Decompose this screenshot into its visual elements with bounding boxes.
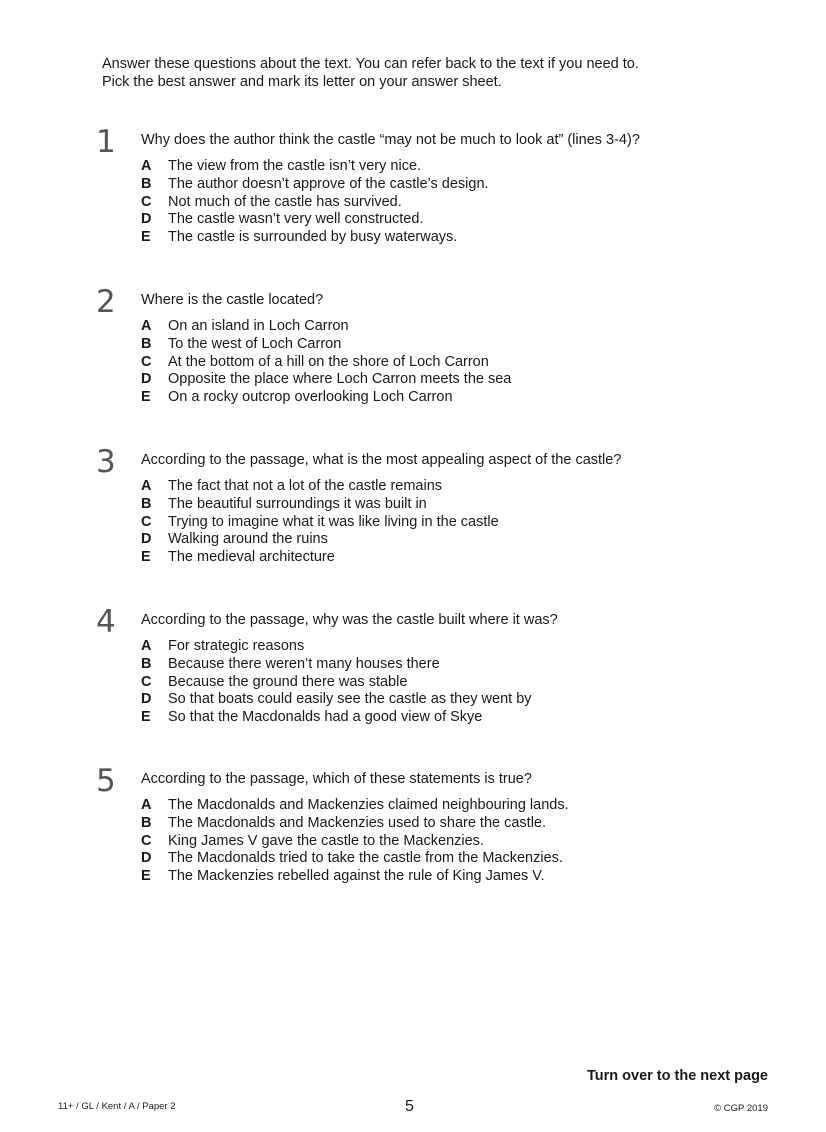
option-letter: E: [141, 389, 151, 406]
answer-option-b: [141, 814, 569, 832]
answer-option-d: [141, 210, 489, 228]
answer-option-e: [141, 228, 489, 246]
answer-option-b: [141, 335, 511, 353]
option-text: Walking around the ruins: [168, 531, 328, 548]
answer-option-a: [141, 796, 569, 814]
option-letter: B: [141, 655, 152, 672]
option-letter: B: [141, 175, 152, 192]
option-letter: E: [141, 709, 151, 726]
answer-options: [141, 796, 569, 885]
answer-options: [141, 317, 511, 406]
question-text: According to the passage, which of these statements is true?: [141, 771, 532, 787]
option-letter: E: [141, 549, 151, 566]
option-text: Opposite the place where Loch Carron meets the sea: [168, 371, 512, 388]
option-text: At the bottom of a hill on the shore of Loch Carron: [168, 353, 489, 370]
answer-option-c: [141, 353, 511, 371]
option-text: The Macdonalds and Mackenzies used to share the castle.: [168, 814, 547, 831]
instructions: [102, 55, 742, 91]
question-number: 4: [96, 604, 115, 640]
option-letter: B: [141, 814, 152, 831]
answer-option-d: [141, 849, 569, 867]
option-text: The castle is surrounded by busy waterways.: [168, 229, 458, 246]
answer-option-c: [141, 513, 499, 531]
question-text: According to the passage, why was the castle built where it was?: [141, 612, 558, 628]
option-letter: D: [141, 850, 152, 867]
option-letter: A: [141, 638, 152, 654]
option-letter: A: [141, 158, 152, 174]
answer-options: [141, 477, 499, 566]
option-text: The medieval architecture: [168, 549, 335, 566]
answer-option-e: [141, 867, 569, 885]
answer-option-e: [141, 708, 532, 726]
question-number: 3: [96, 444, 115, 480]
option-text: The castle wasn’t very well constructed.: [168, 211, 424, 228]
answer-option-b: [141, 175, 489, 193]
option-text: On an island in Loch Carron: [168, 318, 349, 334]
option-text: The beautiful surroundings it was built in: [168, 495, 427, 512]
question-text: Why does the author think the castle “may not be much to look at” (lines 3-4)?: [141, 132, 640, 148]
question-number: 5: [96, 763, 115, 799]
question-number: 2: [96, 284, 115, 320]
option-text: Not much of the castle has survived.: [168, 193, 402, 210]
answer-option-a: [141, 317, 511, 335]
option-text: So that boats could easily see the castle as they went by: [168, 691, 532, 708]
answer-option-c: [141, 193, 489, 211]
instructions-line-1: Answer these questions about the text. You can refer back to the text if you need to.: [102, 56, 639, 72]
option-text: The Macdonalds and Mackenzies claimed neighbouring lands.: [168, 797, 569, 813]
option-text: For strategic reasons: [168, 638, 305, 654]
answer-option-c: [141, 832, 569, 850]
option-letter: E: [141, 229, 151, 246]
instructions-line-2: Pick the best answer and mark its letter on your answer sheet.: [102, 74, 502, 90]
question-text: According to the passage, what is the most appealing aspect of the castle?: [141, 452, 622, 468]
option-text: To the west of Loch Carron: [168, 335, 342, 352]
option-letter: C: [141, 353, 152, 370]
option-letter: C: [141, 673, 152, 690]
option-text: So that the Macdonalds had a good view of Skye: [168, 709, 483, 726]
option-letter: D: [141, 531, 152, 548]
option-letter: B: [141, 335, 152, 352]
turn-over-notice: Turn over to the next page: [586, 1068, 768, 1084]
answer-option-b: [141, 495, 499, 513]
answer-option-d: [141, 690, 532, 708]
option-letter: A: [141, 318, 152, 334]
option-letter: C: [141, 193, 152, 210]
option-letter: C: [141, 832, 152, 849]
option-text: The Mackenzies rebelled against the rule of King James V.: [168, 868, 545, 885]
option-text: The author doesn’t approve of the castle’s design.: [168, 175, 489, 192]
answer-option-d: [141, 370, 511, 388]
option-text: Trying to imagine what it was like living in the castle: [168, 513, 499, 530]
copyright: © CGP 2019: [714, 1103, 768, 1114]
option-text: The Macdonalds tried to take the castle from the Mackenzies.: [168, 850, 563, 867]
question-text: Where is the castle located?: [141, 292, 324, 308]
option-letter: D: [141, 371, 152, 388]
option-letter: B: [141, 495, 152, 512]
page-number: 5: [405, 1098, 414, 1115]
option-text: King James V gave the castle to the Mackenzies.: [168, 832, 484, 849]
option-letter: C: [141, 513, 152, 530]
option-letter: A: [141, 797, 152, 813]
option-letter: D: [141, 691, 152, 708]
answer-option-b: [141, 655, 532, 673]
answer-option-a: [141, 477, 499, 495]
question-number: 1: [96, 124, 115, 160]
answer-option-d: [141, 530, 499, 548]
option-text: On a rocky outcrop overlooking Loch Carron: [168, 389, 453, 406]
answer-options: [141, 157, 489, 246]
paper-code: 11+ / GL / Kent / A / Paper 2: [58, 1101, 176, 1112]
answer-option-e: [141, 548, 499, 566]
option-letter: E: [141, 868, 151, 885]
option-text: Because the ground there was stable: [168, 673, 408, 690]
answer-option-a: [141, 637, 532, 655]
answer-option-e: [141, 388, 511, 406]
option-letter: A: [141, 478, 152, 494]
answer-option-a: [141, 157, 489, 175]
option-text: Because there weren’t many houses there: [168, 655, 440, 672]
option-text: The view from the castle isn’t very nice.: [168, 158, 422, 174]
option-text: The fact that not a lot of the castle remains: [168, 478, 443, 494]
answer-option-c: [141, 673, 532, 691]
answer-options: [141, 637, 532, 726]
option-letter: D: [141, 211, 152, 228]
